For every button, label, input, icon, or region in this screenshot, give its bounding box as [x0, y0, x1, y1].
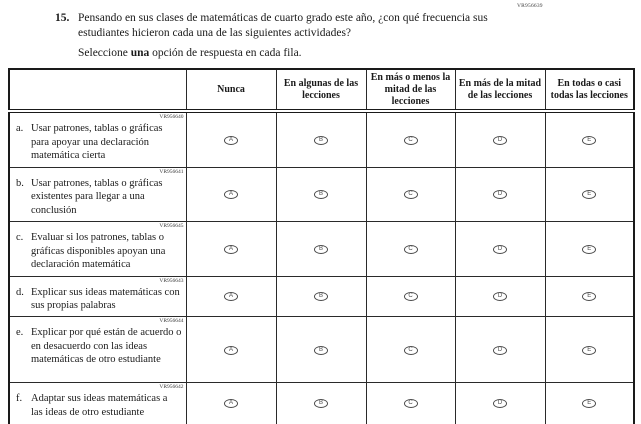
column-header-mas-o-menos-mitad: En más o menos la mitad de las lecciones [366, 69, 455, 111]
option-cell [366, 317, 455, 383]
instruction-prefix: Seleccione [78, 47, 131, 59]
response-bubble[interactable]: E [582, 346, 596, 355]
accession-code: VR956644 [159, 318, 184, 325]
row-label-text: Usar patrones, tablas o gráficas existentes para llegar a una conclusión [31, 177, 163, 216]
header-row [9, 69, 634, 111]
option-cell [455, 317, 545, 383]
response-bubble[interactable]: E [582, 399, 596, 408]
accession-code: VR956643 [159, 277, 184, 284]
header-empty-cell [9, 69, 186, 111]
response-bubble[interactable]: C [404, 190, 418, 199]
instruction-bold-word: una [130, 47, 150, 59]
option-cell [545, 383, 634, 424]
page-accession-code: VR956639 [517, 3, 543, 9]
response-bubble[interactable]: E [582, 292, 596, 301]
option-cell [455, 111, 545, 167]
response-bubble[interactable]: A [224, 399, 238, 408]
option-cell [455, 276, 545, 317]
response-bubble[interactable]: E [582, 136, 596, 145]
response-bubble[interactable]: A [224, 346, 238, 355]
table-row-e [9, 317, 634, 383]
instruction-suffix: opción de respuesta en cada fila. [149, 47, 302, 59]
table-row-f [9, 383, 634, 424]
response-bubble[interactable]: D [493, 399, 507, 408]
response-bubble[interactable]: C [404, 245, 418, 254]
row-label-text: Usar patrones, tablas o gráficas para apoyar una declaración matemática cierta [31, 123, 163, 162]
row-label-b [9, 167, 186, 221]
response-bubble[interactable]: E [582, 190, 596, 199]
option-cell [276, 383, 366, 424]
response-bubble[interactable]: C [404, 399, 418, 408]
table-row-c [9, 222, 634, 276]
response-bubble[interactable]: C [404, 346, 418, 355]
row-label-c [9, 222, 186, 276]
row-label-a [9, 111, 186, 167]
option-cell [186, 167, 276, 221]
option-cell [545, 222, 634, 276]
response-bubble[interactable]: D [493, 190, 507, 199]
row-label-text: Explicar sus ideas matemáticas con sus propias palabras [31, 286, 180, 311]
option-cell [186, 276, 276, 317]
accession-code: VR956641 [159, 168, 184, 175]
response-bubble[interactable]: D [493, 136, 507, 145]
option-cell [276, 167, 366, 221]
option-cell [366, 167, 455, 221]
row-label-text: Explicar por qué están de acuerdo o en desacuerdo con las ideas matemáticas de otro estudiante [31, 327, 182, 366]
option-cell [366, 222, 455, 276]
option-cell [276, 317, 366, 383]
table-row-b [9, 167, 634, 221]
row-letter: c. [16, 232, 24, 244]
column-header-nunca: Nunca [186, 69, 276, 111]
row-letter: e. [16, 327, 24, 339]
row-letter: d. [16, 286, 24, 298]
option-cell [186, 317, 276, 383]
response-bubble[interactable]: B [314, 399, 328, 408]
response-bubble[interactable]: D [493, 346, 507, 355]
option-cell [366, 111, 455, 167]
option-cell [545, 111, 634, 167]
option-cell [455, 222, 545, 276]
response-bubble[interactable]: D [493, 292, 507, 301]
option-cell [276, 222, 366, 276]
column-header-algunas: En algunas de las lecciones [276, 69, 366, 111]
response-bubble[interactable]: C [404, 136, 418, 145]
instruction-text [78, 47, 302, 59]
accession-code: VR956642 [159, 384, 184, 391]
question-text: Pensando en sus clases de matemáticas de cuarto grado este año, ¿con qué frecuencia sus estudiantes hicieron cada una de las siguientes actividades? [78, 12, 488, 40]
response-bubble[interactable]: A [224, 245, 238, 254]
row-letter: f. [16, 393, 23, 405]
response-bubble[interactable]: A [224, 190, 238, 199]
response-bubble[interactable]: A [224, 292, 238, 301]
accession-code: VR956645 [159, 223, 184, 230]
row-letter: b. [16, 177, 24, 189]
response-bubble[interactable]: B [314, 190, 328, 199]
option-cell [366, 276, 455, 317]
response-bubble[interactable]: A [224, 136, 238, 145]
option-cell [366, 383, 455, 424]
column-header-mas-de-mitad: En más de la mitad de las lecciones [455, 69, 545, 111]
option-cell [455, 167, 545, 221]
row-label-text: Evaluar si los patrones, tablas o gráficas disponibles apoyan una declaración matemática [31, 232, 166, 271]
option-cell [276, 111, 366, 167]
response-bubble[interactable]: B [314, 346, 328, 355]
option-cell [545, 317, 634, 383]
column-header-todas: En todas o casi todas las lecciones [545, 69, 634, 111]
response-bubble[interactable]: C [404, 292, 418, 301]
row-label-d [9, 276, 186, 317]
response-bubble[interactable]: B [314, 245, 328, 254]
response-bubble[interactable]: D [493, 245, 507, 254]
response-bubble[interactable]: B [314, 136, 328, 145]
question-number: 15. [55, 12, 70, 24]
option-cell [545, 167, 634, 221]
response-bubble[interactable]: E [582, 245, 596, 254]
option-cell [186, 222, 276, 276]
option-cell [276, 276, 366, 317]
table-row-d [9, 276, 634, 317]
question-block [55, 11, 537, 41]
row-label-text: Adaptar sus ideas matemáticas a las ideas de otro estudiante [31, 393, 168, 418]
response-table [8, 68, 635, 424]
row-label-e [9, 317, 186, 383]
row-letter: a. [16, 123, 24, 135]
option-cell [455, 383, 545, 424]
row-label-f [9, 383, 186, 424]
option-cell [186, 383, 276, 424]
option-cell [545, 276, 634, 317]
response-bubble[interactable]: B [314, 292, 328, 301]
table-row-a [9, 111, 634, 167]
option-cell [186, 111, 276, 167]
accession-code: VR956640 [159, 114, 184, 121]
